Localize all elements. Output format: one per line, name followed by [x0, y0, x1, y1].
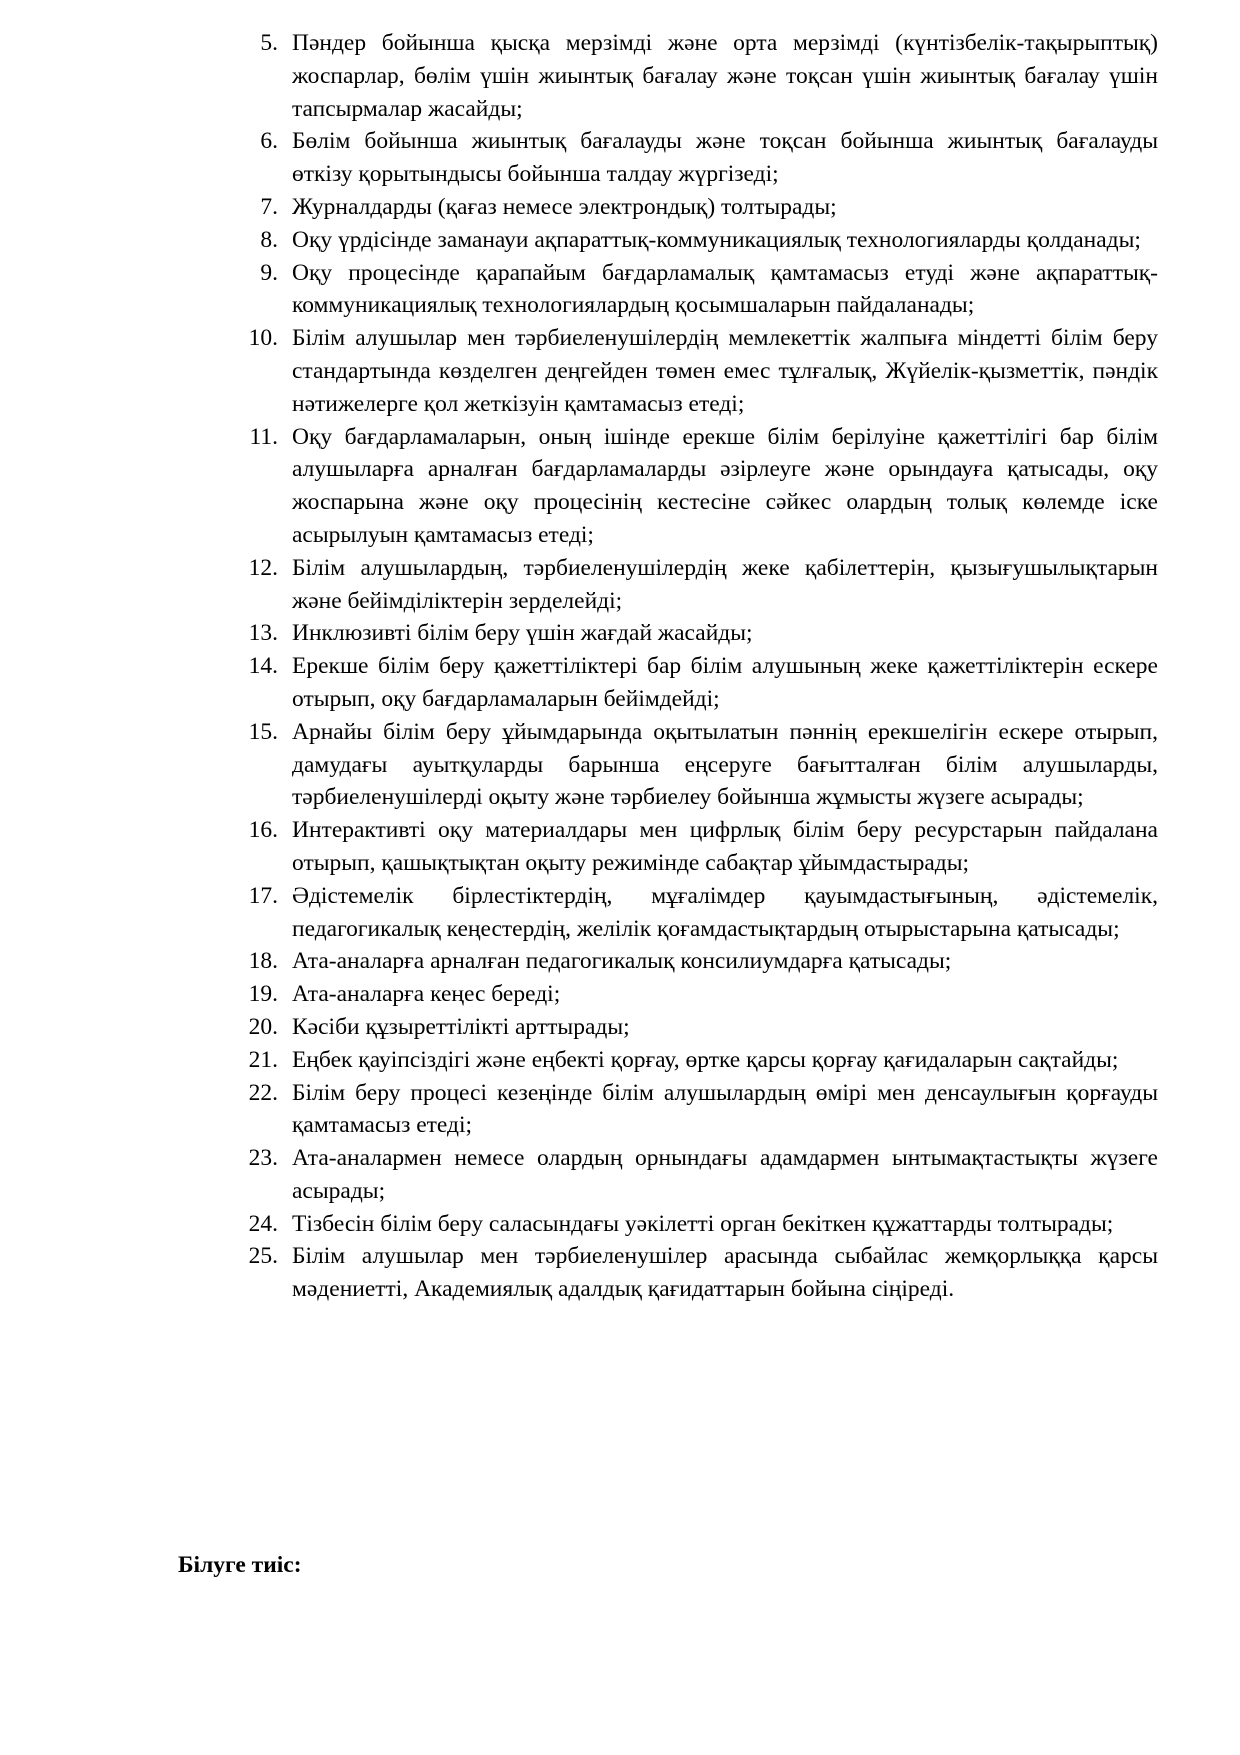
list-item — [242, 1077, 1158, 1143]
list-item-number: 12. — [248, 554, 278, 581]
list-item — [242, 1240, 1158, 1306]
list-item-text: Әдістемелік бірлестіктердің, мұғалімдер қауымдастығының, әдістемелік, педагогикалық кеңестердің, желілік қоғамдастықтардың отырыстарына қатысады; — [292, 882, 1158, 942]
list-item-number: 13. — [248, 620, 278, 647]
list-item-text: Инклюзивті білім беру үшін жағдай жасайды; — [292, 620, 753, 647]
list-item-number: 6. — [260, 128, 278, 155]
list-item-text: Білім беру процесі кезеңінде білім алушылардың өмірі мен денсаулығын қорғауды қамтамасыз етеді; — [292, 1079, 1158, 1139]
list-item-text: Оқу үрдісінде заманауи ақпараттық-коммуникациялық технологияларды қолданады; — [292, 226, 1141, 253]
list-item-number: 18. — [248, 948, 278, 975]
list-item-text: Ата-аналармен немесе олардың орнындағы адамдармен ынтымақтастықты жүзеге асырады; — [292, 1145, 1158, 1204]
duties-list — [242, 27, 1158, 1306]
list-item — [242, 880, 1158, 946]
list-item-text: Интерактивті оқу материалдары мен цифрлық білім беру ресурстарын пайдалана отырып, қашықтықтан оқыту режимінде сабақтар ұйымдастырады; — [292, 817, 1158, 876]
list-item-text: Бөлім бойынша жиынтық бағалауды және тоқсан бойынша жиынтық бағалауды өткізу қорытындысы бойынша талдау жүргізеді; — [292, 128, 1158, 188]
list-item — [242, 552, 1158, 618]
list-item-text: Журналдарды (қағаз немесе электрондық) толтырады; — [292, 193, 837, 220]
list-item-text: Тізбесін білім беру саласындағы уәкілетті орган бекіткен құжаттарды толтырады; — [292, 1210, 1114, 1237]
list-item-number: 19. — [248, 981, 278, 1008]
list-item-text: Ерекше білім беру қажеттіліктері бар білім алушының жеке қажеттіліктерін ескере отырып, оқу бағдарламаларын бейімдейді; — [292, 653, 1158, 712]
list-item-number: 17. — [248, 882, 278, 909]
list-item-number: 23. — [248, 1145, 278, 1172]
list-item-text: Пәндер бойынша қысқа мерзімді және орта мерзімді (күнтізбелік-тақырыптық) жоспарлар, бөлім үшін жиынтық бағалау және тоқсан үшін жиынтық бағалау үшін тапсырмалар жасайды; — [292, 30, 1158, 122]
list-item-number: 20. — [248, 1013, 278, 1040]
list-item — [242, 945, 1158, 978]
list-item — [242, 1208, 1158, 1241]
list-item — [242, 27, 1158, 125]
list-item — [242, 617, 1158, 650]
list-item-text: Ата-аналарға кеңес береді; — [292, 981, 561, 1008]
list-item — [242, 1142, 1158, 1208]
list-item-number: 16. — [248, 817, 278, 844]
list-item — [242, 224, 1158, 257]
list-item-text: Білім алушылар мен тәрбиеленушілер арасында сыбайлас жемқорлыққа қарсы мәдениетті, Академиялық адалдық қағидаттарын бойына сіңіреді. — [292, 1243, 1158, 1303]
list-item — [242, 322, 1158, 420]
list-item — [242, 814, 1158, 880]
list-item-text: Кәсіби құзыреттілікті арттырады; — [292, 1013, 630, 1040]
list-item — [242, 650, 1158, 716]
list-item — [242, 716, 1158, 814]
list-item — [242, 125, 1158, 191]
list-item — [242, 978, 1158, 1011]
list-item — [242, 257, 1158, 323]
list-item-number: 7. — [260, 193, 278, 220]
list-item — [242, 1011, 1158, 1044]
list-item-number: 9. — [260, 259, 278, 286]
list-item-text: Білім алушылардың, тәрбиеленушілердің жеке қабілеттерін, қызығушылықтарын және бейімділіктерін зерделейді; — [292, 554, 1158, 614]
list-item-number: 14. — [248, 653, 278, 680]
list-item-text: Білім алушылар мен тәрбиеленушілердің мемлекеттік жалпыға міндетті білім беру стандартында көзделген деңгейден төмен емес тұлғалық, Жүйелік-қызметтік, пәндік нәтижелерге қол жеткізуін қамтамасыз етеді; — [292, 325, 1158, 417]
list-item-text: Оқу бағдарламаларын, оның ішінде ерекше білім берілуіне қажеттілігі бар білім алушыларға арналған бағдарламаларды әзірлеуге және орындауға қатысады, оқу жоспарына және оқу процесінің кестесіне сәйкес олардың толық көлемде іске асырылуын қамтамасыз етеді; — [292, 423, 1158, 548]
list-item-number: 24. — [248, 1210, 278, 1237]
list-item — [242, 191, 1158, 224]
list-item-text: Арнайы білім беру ұйымдарында оқытылатын пәннің ерекшелігін ескере отырып, дамудағы ауытқуларды барынша еңсеруге бағытталған білім алушыларды, тәрбиеленушілерді оқыту және тәрбиелеу бойынша жұмысты жүзеге асырады; — [292, 718, 1158, 811]
section-heading: Білуге тиіс: — [178, 1552, 302, 1578]
list-item — [242, 421, 1158, 552]
list-item-text: Еңбек қауіпсіздігі және еңбекті қорғау, өртке қарсы қорғау қағидаларын сақтайды; — [292, 1046, 1119, 1073]
list-item-number: 15. — [248, 718, 278, 745]
list-item-text: Оқу процесінде қарапайым бағдарламалық қамтамасыз етуді және ақпараттық-коммуникациялық технологиялардың қосымшаларын пайдаланады; — [292, 259, 1158, 319]
list-item-number: 21. — [248, 1046, 278, 1073]
list-item-text: Ата-аналарға арналған педагогикалық консилиумдарға қатысады; — [292, 948, 952, 975]
list-item-number: 5. — [260, 30, 278, 56]
list-item-number: 11. — [249, 423, 278, 450]
list-item — [242, 1044, 1158, 1077]
list-item-number: 10. — [248, 325, 278, 352]
list-item-number: 22. — [248, 1079, 278, 1106]
list-item-number: 25. — [248, 1243, 278, 1270]
list-item-number: 8. — [260, 226, 278, 253]
